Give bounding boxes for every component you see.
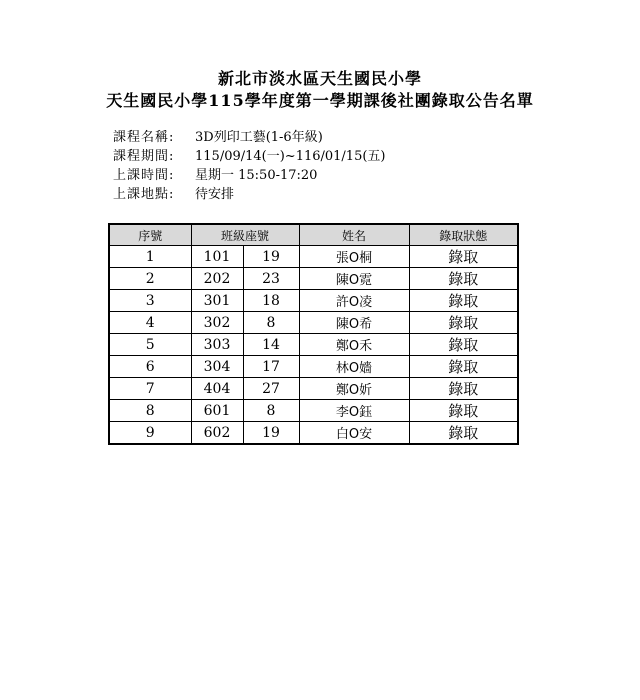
cell-seq: 8 [109, 400, 191, 422]
cell-class: 101 [191, 246, 243, 268]
cell-name: 林O嬙 [299, 356, 409, 378]
cell-seq: 3 [109, 290, 191, 312]
cell-class: 601 [191, 400, 243, 422]
cell-class: 302 [191, 312, 243, 334]
cell-seat: 19 [243, 422, 299, 445]
cell-class: 404 [191, 378, 243, 400]
info-label: 上課地點: [113, 187, 175, 202]
cell-class: 304 [191, 356, 243, 378]
info-row-time [113, 166, 386, 185]
cell-class: 202 [191, 268, 243, 290]
info-row-period [113, 147, 386, 166]
cell-seq: 2 [109, 268, 191, 290]
cell-class: 602 [191, 422, 243, 445]
info-label: 課程名稱: [113, 130, 175, 145]
table-row [109, 400, 518, 422]
cell-status: 錄取 [409, 268, 518, 290]
cell-seat: 14 [243, 334, 299, 356]
info-value: 星期一 15:50-17:20 [195, 168, 318, 183]
cell-status: 錄取 [409, 422, 518, 445]
cell-status: 錄取 [409, 356, 518, 378]
info-label: 上課時間: [113, 168, 175, 183]
cell-name: 陳O希 [299, 312, 409, 334]
header-seq: 序號 [109, 224, 191, 246]
table-row [109, 268, 518, 290]
info-value: 待安排 [195, 187, 235, 202]
admission-table [108, 223, 519, 445]
cell-seq: 6 [109, 356, 191, 378]
table-row [109, 246, 518, 268]
cell-class: 303 [191, 334, 243, 356]
info-row-location [113, 185, 386, 204]
cell-status: 錄取 [409, 246, 518, 268]
table-body [109, 246, 518, 445]
cell-status: 錄取 [409, 400, 518, 422]
cell-status: 錄取 [409, 334, 518, 356]
cell-seat: 27 [243, 378, 299, 400]
cell-name: 張O桐 [299, 246, 409, 268]
cell-name: 白O安 [299, 422, 409, 445]
cell-name: 鄭O妡 [299, 378, 409, 400]
cell-name: 鄭O禾 [299, 334, 409, 356]
header-class-seat: 班級座號 [191, 224, 299, 246]
cell-seat: 18 [243, 290, 299, 312]
school-name: 新北市淡水區天生國民小學 [217, 69, 422, 88]
cell-status: 錄取 [409, 290, 518, 312]
table-row [109, 378, 518, 400]
cell-seat: 8 [243, 400, 299, 422]
document-title: 天生國民小學115學年度第一學期課後社團錄取公告名單 [106, 91, 534, 110]
table-row [109, 356, 518, 378]
course-info [113, 128, 386, 204]
cell-seat: 17 [243, 356, 299, 378]
cell-seq: 9 [109, 422, 191, 445]
cell-seq: 5 [109, 334, 191, 356]
cell-seat: 19 [243, 246, 299, 268]
cell-seq: 7 [109, 378, 191, 400]
cell-seq: 4 [109, 312, 191, 334]
table-row [109, 334, 518, 356]
table-header-row [109, 224, 518, 246]
table-row [109, 422, 518, 445]
info-row-course [113, 128, 386, 147]
cell-name: 許O凌 [299, 290, 409, 312]
cell-name: 陳O霓 [299, 268, 409, 290]
table-row [109, 290, 518, 312]
cell-status: 錄取 [409, 312, 518, 334]
cell-seat: 23 [243, 268, 299, 290]
table-row [109, 312, 518, 334]
header-name: 姓名 [299, 224, 409, 246]
cell-seat: 8 [243, 312, 299, 334]
info-label: 課程期間: [113, 149, 175, 164]
cell-class: 301 [191, 290, 243, 312]
cell-seq: 1 [109, 246, 191, 268]
cell-name: 李O鈺 [299, 400, 409, 422]
info-value: 115/09/14(一)~116/01/15(五) [195, 149, 386, 164]
info-value: 3D列印工藝(1-6年級) [195, 130, 323, 145]
cell-status: 錄取 [409, 378, 518, 400]
header-status: 錄取狀態 [409, 224, 518, 246]
